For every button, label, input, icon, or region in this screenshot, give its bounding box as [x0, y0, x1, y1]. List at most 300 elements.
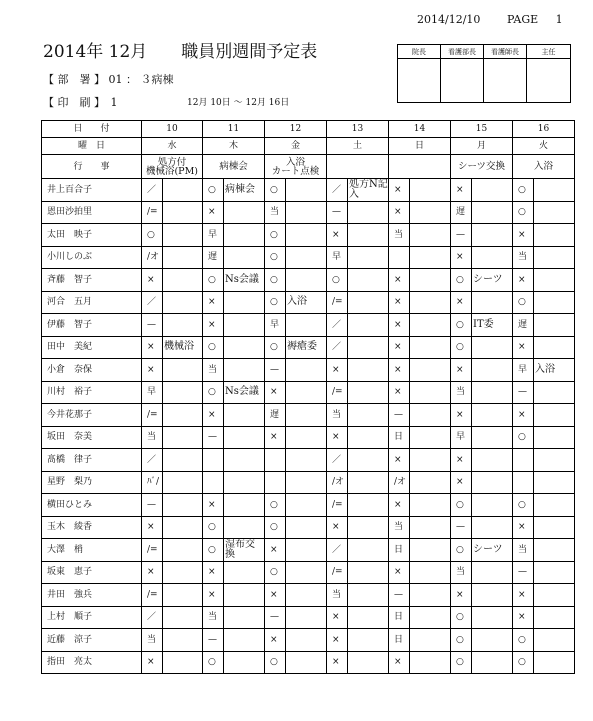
- schedule-note[interactable]: [348, 179, 389, 202]
- shift-mark[interactable]: 遅: [265, 404, 286, 427]
- shift-mark[interactable]: 当: [142, 426, 163, 449]
- shift-mark[interactable]: ×: [389, 269, 410, 292]
- schedule-note[interactable]: [224, 471, 265, 494]
- schedule-note[interactable]: [286, 246, 327, 269]
- schedule-note[interactable]: [410, 224, 451, 247]
- schedule-note[interactable]: [410, 404, 451, 427]
- shift-mark[interactable]: ×: [203, 561, 224, 584]
- day-event[interactable]: [265, 155, 327, 179]
- shift-mark[interactable]: [265, 449, 286, 472]
- schedule-note[interactable]: [534, 539, 575, 562]
- schedule-note[interactable]: [348, 269, 389, 292]
- schedule-note[interactable]: [163, 449, 203, 472]
- shift-mark[interactable]: 当: [389, 224, 410, 247]
- shift-mark[interactable]: ×: [389, 179, 410, 202]
- schedule-note[interactable]: [286, 269, 327, 292]
- schedule-note[interactable]: [224, 359, 265, 382]
- schedule-note[interactable]: [224, 404, 265, 427]
- shift-mark[interactable]: ﾊﾞ/: [142, 471, 163, 494]
- shift-mark[interactable]: ○: [513, 426, 534, 449]
- shift-mark[interactable]: 早: [327, 246, 348, 269]
- shift-mark[interactable]: ○: [203, 336, 224, 359]
- shift-mark[interactable]: ×: [327, 426, 348, 449]
- schedule-note[interactable]: [534, 561, 575, 584]
- schedule-note[interactable]: [348, 651, 389, 674]
- shift-mark[interactable]: 早: [513, 359, 534, 382]
- schedule-note[interactable]: [410, 629, 451, 652]
- schedule-note[interactable]: [472, 426, 513, 449]
- shift-mark[interactable]: ×: [142, 336, 163, 359]
- schedule-note[interactable]: [534, 426, 575, 449]
- shift-mark[interactable]: ／: [142, 179, 163, 202]
- schedule-note[interactable]: [286, 179, 327, 202]
- schedule-note[interactable]: [224, 224, 265, 247]
- shift-mark[interactable]: ×: [142, 359, 163, 382]
- shift-mark[interactable]: 早: [203, 224, 224, 247]
- schedule-note[interactable]: [534, 584, 575, 607]
- shift-mark[interactable]: 当: [389, 516, 410, 539]
- schedule-note[interactable]: [534, 404, 575, 427]
- shift-mark[interactable]: /=: [327, 381, 348, 404]
- schedule-note[interactable]: [410, 291, 451, 314]
- shift-mark[interactable]: ×: [327, 359, 348, 382]
- day-event[interactable]: [203, 155, 265, 179]
- shift-mark[interactable]: —: [265, 606, 286, 629]
- shift-mark[interactable]: —: [389, 584, 410, 607]
- schedule-note[interactable]: [163, 381, 203, 404]
- schedule-note[interactable]: [163, 179, 203, 202]
- shift-mark[interactable]: ○: [265, 246, 286, 269]
- schedule-note[interactable]: [286, 404, 327, 427]
- schedule-note[interactable]: [534, 201, 575, 224]
- schedule-note[interactable]: [348, 539, 389, 562]
- schedule-note[interactable]: [224, 449, 265, 472]
- schedule-note[interactable]: [410, 471, 451, 494]
- shift-mark[interactable]: ×: [451, 291, 472, 314]
- shift-mark[interactable]: ○: [513, 201, 534, 224]
- schedule-note[interactable]: [286, 471, 327, 494]
- schedule-note[interactable]: [224, 516, 265, 539]
- schedule-note[interactable]: [163, 516, 203, 539]
- shift-mark[interactable]: 遅: [513, 314, 534, 337]
- approval-stamp-box[interactable]: [441, 59, 484, 103]
- schedule-note[interactable]: [472, 606, 513, 629]
- shift-mark[interactable]: ×: [389, 336, 410, 359]
- shift-mark[interactable]: ×: [513, 336, 534, 359]
- schedule-note[interactable]: [472, 269, 513, 292]
- schedule-note[interactable]: [224, 606, 265, 629]
- shift-mark[interactable]: —: [513, 561, 534, 584]
- shift-mark[interactable]: ×: [142, 651, 163, 674]
- schedule-note[interactable]: [410, 516, 451, 539]
- shift-mark[interactable]: [513, 471, 534, 494]
- schedule-note[interactable]: [163, 291, 203, 314]
- schedule-note[interactable]: [163, 404, 203, 427]
- day-event[interactable]: [142, 155, 203, 179]
- shift-mark[interactable]: 当: [451, 381, 472, 404]
- shift-mark[interactable]: ○: [451, 539, 472, 562]
- schedule-note[interactable]: [348, 516, 389, 539]
- shift-mark[interactable]: 当: [513, 539, 534, 562]
- schedule-note[interactable]: [163, 471, 203, 494]
- shift-mark[interactable]: /=: [327, 291, 348, 314]
- shift-mark[interactable]: 当: [513, 246, 534, 269]
- schedule-note[interactable]: [224, 651, 265, 674]
- shift-mark[interactable]: /=: [142, 201, 163, 224]
- schedule-note[interactable]: [163, 224, 203, 247]
- shift-mark[interactable]: ○: [451, 336, 472, 359]
- shift-mark[interactable]: ×: [327, 629, 348, 652]
- schedule-note[interactable]: [224, 291, 265, 314]
- shift-mark[interactable]: ×: [451, 246, 472, 269]
- shift-mark[interactable]: ×: [389, 291, 410, 314]
- shift-mark[interactable]: /=: [142, 539, 163, 562]
- shift-mark[interactable]: —: [451, 516, 472, 539]
- schedule-note[interactable]: [224, 494, 265, 517]
- schedule-note[interactable]: [224, 201, 265, 224]
- shift-mark[interactable]: 当: [142, 629, 163, 652]
- schedule-note[interactable]: [534, 359, 575, 382]
- shift-mark[interactable]: 当: [265, 201, 286, 224]
- schedule-note[interactable]: [163, 269, 203, 292]
- schedule-note[interactable]: [472, 516, 513, 539]
- shift-mark[interactable]: ○: [327, 269, 348, 292]
- shift-mark[interactable]: ×: [203, 584, 224, 607]
- shift-mark[interactable]: ○: [265, 291, 286, 314]
- shift-mark[interactable]: ×: [389, 651, 410, 674]
- schedule-note[interactable]: [348, 381, 389, 404]
- schedule-note[interactable]: [348, 201, 389, 224]
- schedule-note[interactable]: [163, 584, 203, 607]
- shift-mark[interactable]: 当: [203, 606, 224, 629]
- shift-mark[interactable]: ×: [203, 494, 224, 517]
- shift-mark[interactable]: 当: [203, 359, 224, 382]
- schedule-note[interactable]: [224, 561, 265, 584]
- day-event[interactable]: [451, 155, 513, 179]
- shift-mark[interactable]: ×: [142, 516, 163, 539]
- shift-mark[interactable]: ○: [265, 179, 286, 202]
- schedule-note[interactable]: [472, 224, 513, 247]
- shift-mark[interactable]: 日: [389, 606, 410, 629]
- schedule-note[interactable]: [472, 629, 513, 652]
- shift-mark[interactable]: ×: [513, 269, 534, 292]
- shift-mark[interactable]: ×: [203, 404, 224, 427]
- shift-mark[interactable]: ○: [513, 179, 534, 202]
- shift-mark[interactable]: /オ: [142, 246, 163, 269]
- schedule-note[interactable]: [348, 359, 389, 382]
- shift-mark[interactable]: ×: [451, 471, 472, 494]
- shift-mark[interactable]: ○: [265, 224, 286, 247]
- schedule-note[interactable]: [410, 651, 451, 674]
- shift-mark[interactable]: ○: [265, 516, 286, 539]
- shift-mark[interactable]: ○: [265, 651, 286, 674]
- schedule-note[interactable]: [286, 291, 327, 314]
- shift-mark[interactable]: 当: [327, 584, 348, 607]
- schedule-note[interactable]: [410, 584, 451, 607]
- schedule-note[interactable]: [163, 336, 203, 359]
- shift-mark[interactable]: ×: [451, 359, 472, 382]
- shift-mark[interactable]: —: [451, 224, 472, 247]
- shift-mark[interactable]: ○: [203, 516, 224, 539]
- schedule-note[interactable]: [348, 404, 389, 427]
- schedule-note[interactable]: [286, 494, 327, 517]
- shift-mark[interactable]: ×: [203, 201, 224, 224]
- shift-mark[interactable]: ○: [513, 291, 534, 314]
- shift-mark[interactable]: /=: [327, 561, 348, 584]
- shift-mark[interactable]: —: [265, 359, 286, 382]
- approval-stamp-box[interactable]: [527, 59, 571, 103]
- schedule-note[interactable]: [410, 426, 451, 449]
- schedule-note[interactable]: [534, 336, 575, 359]
- schedule-note[interactable]: [224, 179, 265, 202]
- shift-mark[interactable]: ×: [389, 359, 410, 382]
- schedule-note[interactable]: [348, 494, 389, 517]
- schedule-note[interactable]: [348, 336, 389, 359]
- shift-mark[interactable]: ×: [389, 561, 410, 584]
- shift-mark[interactable]: /=: [327, 494, 348, 517]
- schedule-note[interactable]: [472, 404, 513, 427]
- shift-mark[interactable]: ×: [513, 606, 534, 629]
- schedule-note[interactable]: [472, 246, 513, 269]
- shift-mark[interactable]: /=: [142, 584, 163, 607]
- shift-mark[interactable]: ／: [327, 314, 348, 337]
- schedule-note[interactable]: [534, 381, 575, 404]
- schedule-note[interactable]: [534, 449, 575, 472]
- shift-mark[interactable]: ／: [327, 179, 348, 202]
- shift-mark[interactable]: —: [389, 404, 410, 427]
- shift-mark[interactable]: ○: [265, 336, 286, 359]
- schedule-note[interactable]: [534, 246, 575, 269]
- schedule-note[interactable]: [163, 494, 203, 517]
- schedule-note[interactable]: [348, 584, 389, 607]
- shift-mark[interactable]: ○: [203, 179, 224, 202]
- shift-mark[interactable]: ×: [513, 404, 534, 427]
- shift-mark[interactable]: ×: [265, 539, 286, 562]
- schedule-note[interactable]: [224, 246, 265, 269]
- schedule-note[interactable]: [410, 494, 451, 517]
- schedule-note[interactable]: [224, 336, 265, 359]
- schedule-note[interactable]: [472, 449, 513, 472]
- schedule-note[interactable]: [534, 314, 575, 337]
- shift-mark[interactable]: ○: [513, 494, 534, 517]
- shift-mark[interactable]: ○: [265, 561, 286, 584]
- schedule-note[interactable]: [286, 449, 327, 472]
- shift-mark[interactable]: ／: [327, 539, 348, 562]
- shift-mark[interactable]: —: [142, 314, 163, 337]
- schedule-note[interactable]: [286, 516, 327, 539]
- schedule-note[interactable]: [163, 314, 203, 337]
- schedule-note[interactable]: [410, 201, 451, 224]
- schedule-note[interactable]: [472, 539, 513, 562]
- schedule-note[interactable]: [348, 629, 389, 652]
- shift-mark[interactable]: ×: [265, 381, 286, 404]
- shift-mark[interactable]: 遅: [451, 201, 472, 224]
- schedule-note[interactable]: [286, 336, 327, 359]
- shift-mark[interactable]: ○: [265, 494, 286, 517]
- approval-stamp-box[interactable]: [484, 59, 527, 103]
- schedule-note[interactable]: [534, 471, 575, 494]
- schedule-note[interactable]: [224, 381, 265, 404]
- shift-mark[interactable]: [265, 471, 286, 494]
- schedule-note[interactable]: [163, 246, 203, 269]
- shift-mark[interactable]: —: [142, 494, 163, 517]
- shift-mark[interactable]: —: [203, 629, 224, 652]
- schedule-note[interactable]: [224, 314, 265, 337]
- shift-mark[interactable]: ×: [203, 314, 224, 337]
- schedule-note[interactable]: [224, 629, 265, 652]
- schedule-note[interactable]: [472, 561, 513, 584]
- schedule-note[interactable]: [348, 246, 389, 269]
- schedule-note[interactable]: [410, 246, 451, 269]
- schedule-note[interactable]: [286, 539, 327, 562]
- schedule-note[interactable]: [410, 269, 451, 292]
- schedule-note[interactable]: [410, 336, 451, 359]
- schedule-note[interactable]: [286, 606, 327, 629]
- shift-mark[interactable]: ○: [265, 269, 286, 292]
- shift-mark[interactable]: /=: [142, 404, 163, 427]
- shift-mark[interactable]: ○: [451, 651, 472, 674]
- shift-mark[interactable]: 早: [142, 381, 163, 404]
- shift-mark[interactable]: ×: [389, 449, 410, 472]
- schedule-note[interactable]: [410, 359, 451, 382]
- shift-mark[interactable]: 日: [389, 629, 410, 652]
- shift-mark[interactable]: ×: [451, 584, 472, 607]
- shift-mark[interactable]: ○: [451, 314, 472, 337]
- shift-mark[interactable]: ○: [451, 494, 472, 517]
- shift-mark[interactable]: 日: [389, 539, 410, 562]
- shift-mark[interactable]: ×: [327, 516, 348, 539]
- schedule-note[interactable]: [224, 539, 265, 562]
- schedule-note[interactable]: [348, 291, 389, 314]
- shift-mark[interactable]: [389, 246, 410, 269]
- shift-mark[interactable]: 遅: [203, 246, 224, 269]
- shift-mark[interactable]: ×: [142, 561, 163, 584]
- shift-mark[interactable]: ×: [451, 404, 472, 427]
- schedule-note[interactable]: [534, 516, 575, 539]
- schedule-note[interactable]: [534, 224, 575, 247]
- shift-mark[interactable]: ×: [265, 584, 286, 607]
- schedule-note[interactable]: [286, 201, 327, 224]
- shift-mark[interactable]: ○: [203, 539, 224, 562]
- shift-mark[interactable]: ×: [327, 606, 348, 629]
- schedule-note[interactable]: [286, 561, 327, 584]
- schedule-note[interactable]: [286, 359, 327, 382]
- shift-mark[interactable]: —: [513, 381, 534, 404]
- shift-mark[interactable]: ○: [203, 269, 224, 292]
- schedule-note[interactable]: [410, 314, 451, 337]
- schedule-note[interactable]: [163, 651, 203, 674]
- schedule-note[interactable]: [410, 539, 451, 562]
- shift-mark[interactable]: ○: [513, 629, 534, 652]
- schedule-note[interactable]: [534, 179, 575, 202]
- day-event[interactable]: [327, 155, 389, 179]
- schedule-note[interactable]: [472, 179, 513, 202]
- shift-mark[interactable]: ○: [203, 381, 224, 404]
- shift-mark[interactable]: ×: [451, 449, 472, 472]
- schedule-note[interactable]: [348, 426, 389, 449]
- schedule-note[interactable]: [286, 426, 327, 449]
- shift-mark[interactable]: ／: [142, 606, 163, 629]
- approval-stamp-box[interactable]: [398, 59, 441, 103]
- schedule-note[interactable]: [286, 224, 327, 247]
- day-event[interactable]: [389, 155, 451, 179]
- shift-mark[interactable]: ×: [203, 291, 224, 314]
- schedule-note[interactable]: [348, 561, 389, 584]
- shift-mark[interactable]: ○: [142, 224, 163, 247]
- schedule-note[interactable]: [163, 539, 203, 562]
- schedule-note[interactable]: [472, 381, 513, 404]
- schedule-note[interactable]: [410, 606, 451, 629]
- schedule-note[interactable]: [472, 494, 513, 517]
- shift-mark[interactable]: /オ: [389, 471, 410, 494]
- shift-mark[interactable]: 早: [451, 426, 472, 449]
- schedule-note[interactable]: [472, 359, 513, 382]
- schedule-note[interactable]: [410, 561, 451, 584]
- schedule-note[interactable]: [286, 584, 327, 607]
- schedule-note[interactable]: [286, 314, 327, 337]
- schedule-note[interactable]: [534, 651, 575, 674]
- schedule-note[interactable]: [348, 224, 389, 247]
- schedule-note[interactable]: [348, 314, 389, 337]
- shift-mark[interactable]: ○: [451, 269, 472, 292]
- shift-mark[interactable]: 当: [327, 404, 348, 427]
- schedule-note[interactable]: [348, 606, 389, 629]
- schedule-note[interactable]: [224, 584, 265, 607]
- schedule-note[interactable]: [534, 606, 575, 629]
- shift-mark[interactable]: ×: [265, 629, 286, 652]
- shift-mark[interactable]: ×: [265, 426, 286, 449]
- shift-mark[interactable]: [203, 471, 224, 494]
- shift-mark[interactable]: ×: [389, 381, 410, 404]
- shift-mark[interactable]: ○: [203, 651, 224, 674]
- schedule-note[interactable]: [410, 449, 451, 472]
- shift-mark[interactable]: ×: [142, 269, 163, 292]
- shift-mark[interactable]: [203, 449, 224, 472]
- shift-mark[interactable]: ○: [451, 606, 472, 629]
- shift-mark[interactable]: ×: [327, 651, 348, 674]
- shift-mark[interactable]: —: [327, 201, 348, 224]
- shift-mark[interactable]: [513, 449, 534, 472]
- shift-mark[interactable]: ／: [327, 449, 348, 472]
- schedule-note[interactable]: [534, 269, 575, 292]
- shift-mark[interactable]: ×: [513, 584, 534, 607]
- shift-mark[interactable]: 日: [389, 426, 410, 449]
- shift-mark[interactable]: /オ: [327, 471, 348, 494]
- schedule-note[interactable]: [163, 606, 203, 629]
- shift-mark[interactable]: ×: [389, 494, 410, 517]
- shift-mark[interactable]: ×: [451, 179, 472, 202]
- shift-mark[interactable]: ×: [389, 201, 410, 224]
- shift-mark[interactable]: ○: [451, 629, 472, 652]
- schedule-note[interactable]: [472, 336, 513, 359]
- schedule-note[interactable]: [163, 629, 203, 652]
- schedule-note[interactable]: [472, 201, 513, 224]
- schedule-note[interactable]: [348, 471, 389, 494]
- schedule-note[interactable]: [534, 494, 575, 517]
- schedule-note[interactable]: [224, 269, 265, 292]
- shift-mark[interactable]: ×: [513, 224, 534, 247]
- schedule-note[interactable]: [472, 291, 513, 314]
- schedule-note[interactable]: [410, 381, 451, 404]
- schedule-note[interactable]: [286, 629, 327, 652]
- schedule-note[interactable]: [472, 651, 513, 674]
- schedule-note[interactable]: [472, 314, 513, 337]
- day-event[interactable]: [513, 155, 575, 179]
- shift-mark[interactable]: ／: [327, 336, 348, 359]
- schedule-note[interactable]: [534, 291, 575, 314]
- shift-mark[interactable]: ×: [513, 516, 534, 539]
- schedule-note[interactable]: [534, 629, 575, 652]
